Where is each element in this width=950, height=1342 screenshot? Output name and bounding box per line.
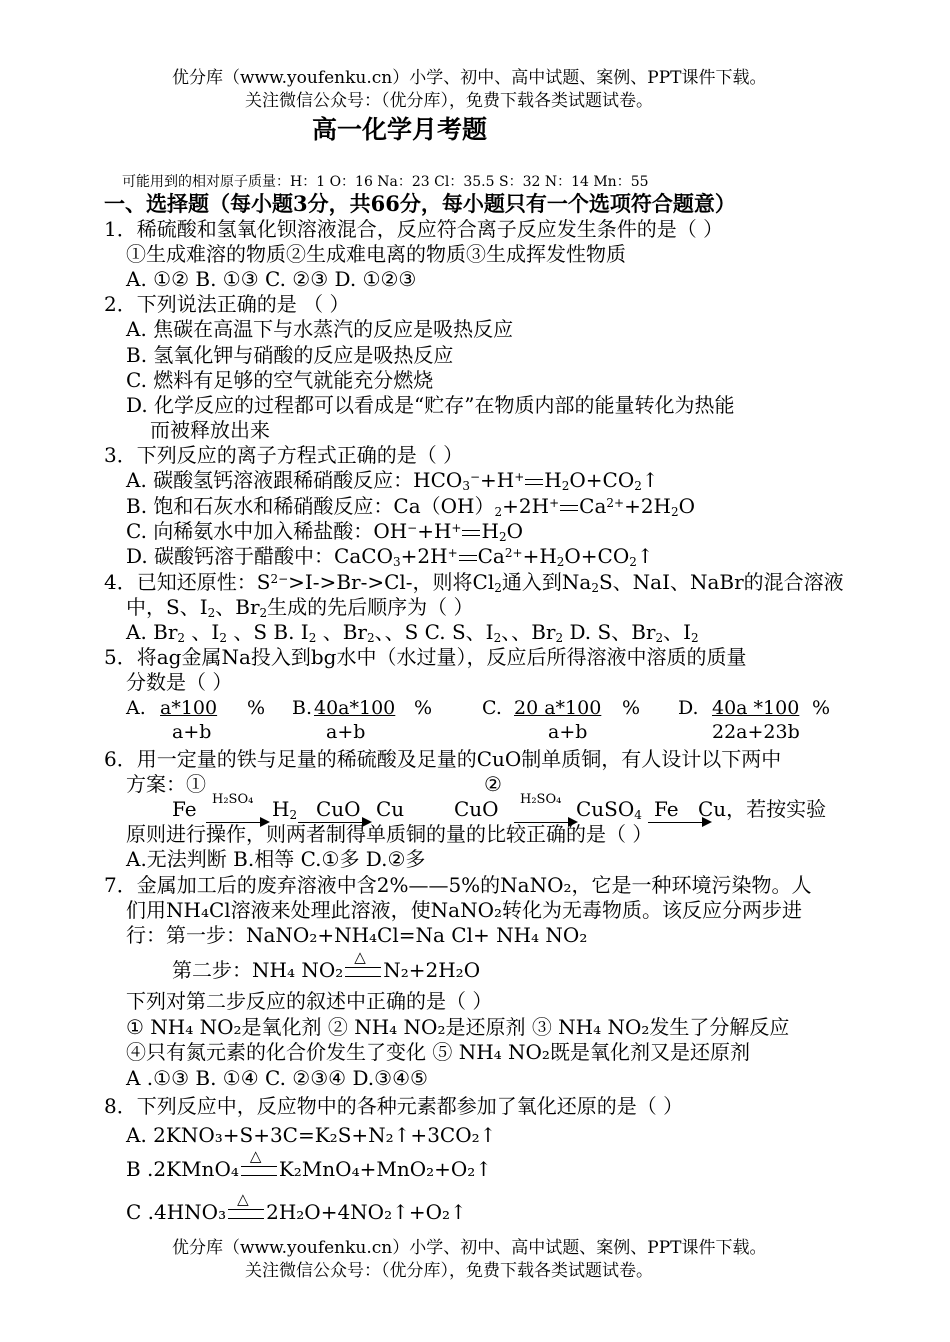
q5-option-b-label: B. xyxy=(292,697,313,719)
q7-options: A .①③ B. ①④ C. ②③④ D.③④⑤ xyxy=(126,1066,428,1090)
header-line-2: 关注微信公众号：（优分库），免费下载各类试题试卷。 xyxy=(245,91,653,111)
q6-h2: $H_2$ xyxy=(272,797,298,822)
q3-c-equation: OH−+H+ $H_2O$ xyxy=(373,519,523,544)
q8-c-prefix: C .4HNO₃ xyxy=(126,1200,227,1224)
q4-products: S、$I_2$、$Br_2$ xyxy=(166,595,268,620)
q5-option-d-percent: % xyxy=(812,697,831,719)
q1-options: A. ①② B. ①③ C. ②③ D. ①②③ xyxy=(126,267,417,291)
q1-stem: 1．稀硫酸和氢氧化钡溶液混合，反应符合离子反应发生条件的是（ ） xyxy=(104,217,724,241)
q5-option-c-label: C. xyxy=(482,697,502,719)
q6-stem-cont: 原则进行操作，则两者制得单质铜的量的比较正确的是（ ） xyxy=(126,822,653,846)
q2-option-c: C. 燃料有足够的空气就能充分燃烧 xyxy=(126,368,434,392)
q2-option-b: B. 氢氧化钾与硝酸的反应是吸热反应 xyxy=(126,343,454,367)
q5-option-c-numerator: 20 a*100 xyxy=(514,697,602,719)
q7-stem: 7．金属加工后的废弃溶液中含2%——5%的NaNO₂，它是一种环境污染物。人 xyxy=(104,873,812,897)
q5-option-a-percent: % xyxy=(247,697,266,719)
q6-cuso4: CuSO$_4$ xyxy=(576,797,642,822)
q1-conditions: ①生成难溶的物质②生成难电离的物质③生成挥发性物质 xyxy=(126,242,626,266)
q8-b-suffix: K₂MnO₄+MnO₂+O₂↑ xyxy=(278,1157,493,1181)
heat-symbol: △ xyxy=(228,1209,264,1219)
q6-fe: Fe xyxy=(172,797,197,821)
q4-line2-suffix: 生成的先后顺序为（ ） xyxy=(267,595,474,619)
header-line-1: 优分库（www.youfenku.cn）小学、初中、高中试题、案例、PPT课件下载。 xyxy=(172,68,767,88)
q4-cl2: $Cl_2$ xyxy=(472,570,502,595)
q6-h2so4-condition-1: H₂SO₄ xyxy=(212,792,254,807)
q6-h2so4-condition-2: H₂SO₄ xyxy=(520,792,562,807)
q4-reducing-order: $S^{2-}>I->Br->Cl-$ xyxy=(256,570,413,594)
q5-option-a-denominator: a+b xyxy=(172,721,212,743)
q4-stem-line2 xyxy=(126,595,474,619)
q5-stem-cont: 分数是（ ） xyxy=(126,670,233,694)
q3-option-a xyxy=(126,468,659,492)
q7-step2-prefix: 第二步：NH₄ NO₂ xyxy=(172,958,344,982)
footer-line-1: 优分库（www.youfenku.cn）小学、初中、高中试题、案例、PPT课件下载。 xyxy=(172,1238,767,1258)
q6-cuo: CuO xyxy=(316,797,361,821)
q8-option-c xyxy=(126,1189,467,1224)
q4-stem-mid: ，则将 xyxy=(412,570,473,594)
q6-cuo-2: CuO xyxy=(454,797,499,821)
q8-stem: 8．下列反应中，反应物中的各种元素都参加了氧化还原的是（ ） xyxy=(104,1094,684,1118)
q6-stem: 6．用一定量的铁与足量的稀硫酸及足量的CuO制单质铜，有人设计以下两中 xyxy=(104,747,782,771)
q6-cu: Cu xyxy=(376,797,405,821)
q8-c-suffix: 2H₂O+4NO₂↑+O₂↑ xyxy=(266,1200,467,1224)
q4-line2-prefix: 中， xyxy=(126,595,166,619)
q6-h2-text: H xyxy=(272,797,290,821)
q5-option-a-label: A. xyxy=(126,697,146,719)
q5-option-c-denominator: a+b xyxy=(548,721,588,743)
q3-b-text: B. 饱和石灰水和稀硝酸反应： xyxy=(126,494,394,518)
heat-symbol: △ xyxy=(241,1166,277,1176)
q6-arrow-4 xyxy=(648,822,710,823)
q3-option-b xyxy=(126,494,695,518)
q3-option-d xyxy=(126,544,654,568)
q7-statements-2: ④只有氮元素的化合价发生了变化 ⑤ NH₄ NO₂既是氧化剂又是还原剂 xyxy=(126,1040,750,1064)
q7-step2-suffix: N₂+2H₂O xyxy=(383,958,481,982)
q6-options: A.无法判断 B.相等 C.①多 D.②多 xyxy=(126,847,426,871)
q2-option-d: D. 化学反应的过程都可以看成是“贮存”在物质内部的能量转化为热能 xyxy=(126,393,735,417)
q3-a-equation: $HCO_3^-+H^+$ $H_2O+CO_2↑$ xyxy=(413,468,659,493)
q4-options: A. $Br_2$ 、$I_2$ 、S B. $I_2$ 、$Br_2$、、S C. S、$I_2$、、$Br_2$ D. S、$Br_2$、$I_2$ xyxy=(126,620,699,645)
footer-line-2: 关注微信公众号：（优分库），免费下载各类试题试卷。 xyxy=(245,1261,653,1281)
q5-stem: 5．将ag金属Na投入到bg水中（水过量），反应后所得溶液中溶质的质量 xyxy=(104,645,747,669)
q3-d-text: D. 碳酸钙溶于醋酸中： xyxy=(126,544,335,568)
q4-stem xyxy=(104,570,844,594)
q5-option-d-denominator: 22a+23b xyxy=(712,721,800,743)
q4-stem-suffix: 通入到 xyxy=(501,570,562,594)
q8-option-a: A. 2KNO₃+S+3C=K₂S+N₂↑+3CO₂↑ xyxy=(126,1123,497,1147)
q4-mixture: $Na_2S$、NaI、NaBr的混合溶液 xyxy=(561,570,844,595)
q4-stem-prefix: 4．已知还原性： xyxy=(104,570,257,594)
q5-option-a-numerator: a*100 xyxy=(160,697,218,719)
q5-option-d-numerator: 40a *100 xyxy=(712,697,800,719)
q2-option-a: A. 焦碳在高温下与水蒸汽的反应是吸热反应 xyxy=(126,317,514,341)
q5-option-b-percent: % xyxy=(414,697,433,719)
q6-scheme-1-label: 方案：① xyxy=(126,772,206,796)
q8-option-b xyxy=(126,1146,493,1181)
q2-option-d-cont: 而被释放出来 xyxy=(150,418,270,442)
q7-step-1: 行：第一步：NaNO₂+NH₄Cl=Na Cl+ NH₄ NO₂ xyxy=(126,923,588,947)
q3-b-equation: $Ca(OH)_2+2H^+$ $Ca^{2+}+2H_2O$ xyxy=(393,494,696,519)
q5-option-b-numerator: 40a*100 xyxy=(314,697,396,719)
q7-stem-cont-1: 们用NH₄Cl溶液来处理此溶液，使NaNO₂转化为无毒物质。该反应分两步进 xyxy=(126,898,802,922)
q6-cuso4-text: CuSO xyxy=(576,797,635,821)
q3-c-text: C. 向稀氨水中加入稀盐酸： xyxy=(126,519,374,543)
q7-ask: 下列对第二步反应的叙述中正确的是（ ） xyxy=(126,989,493,1013)
q8-b-prefix: B .2KMnO₄ xyxy=(126,1157,239,1181)
q6-scheme-2-label: ② xyxy=(484,772,502,796)
section-heading: 一、选择题（每小题3分，共66分，每小题只有一个选项符合题意） xyxy=(104,191,736,216)
q3-a-text: A. 碳酸氢钙溶液跟稀硝酸反应： xyxy=(126,468,414,492)
q6-fe-2: Fe xyxy=(654,797,679,821)
q6-cu-2: Cu，若按实验 xyxy=(698,797,827,821)
q5-option-b-denominator: a+b xyxy=(326,721,366,743)
q3-option-c xyxy=(126,519,523,543)
q5-option-d-label: D. xyxy=(678,697,699,719)
q2-stem: 2．下列说法正确的是 （ ） xyxy=(104,292,350,316)
atomic-masses: 可能用到的相对原子质量：H：1 O：16 Na：23 Cl：35.5 S：32 N：14 Mn：55 xyxy=(122,174,649,190)
page-title: 高一化学月考题 xyxy=(312,115,488,144)
q7-step-2 xyxy=(172,947,481,982)
q7-statements-1: ① NH₄ NO₂是氧化剂 ② NH₄ NO₂是还原剂 ③ NH₄ NO₂发生了分解反应 xyxy=(126,1015,790,1039)
q3-d-equation: CaCO$_3$+2H+ $Ca^{2+}+H_2O+CO_2↑$ xyxy=(334,544,654,569)
q3-stem: 3．下列反应的离子方程式正确的是（ ） xyxy=(104,443,464,467)
heat-symbol: △ xyxy=(345,967,381,977)
q5-option-c-percent: % xyxy=(622,697,641,719)
